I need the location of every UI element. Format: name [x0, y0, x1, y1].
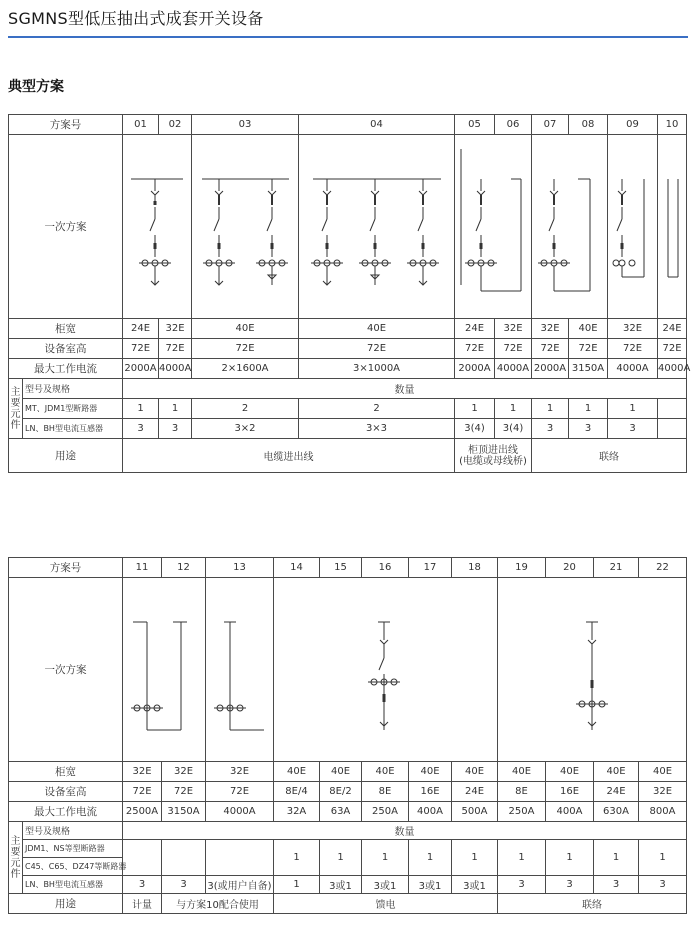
height-value: 32E [639, 782, 687, 802]
breaker-qty-empty [123, 840, 162, 876]
quantity-header: 数量 [123, 379, 687, 399]
ct-qty-empty [658, 419, 687, 439]
current-value: 2500A [123, 802, 162, 822]
current-value: 2×1600A [192, 359, 299, 379]
scheme-table-2 [8, 557, 687, 914]
ct-qty: 3 [159, 419, 192, 439]
breaker-qty: 1 [546, 840, 594, 876]
current-value: 630A [594, 802, 639, 822]
usage-value: 馈电 [274, 894, 498, 914]
height-value: 8E/2 [320, 782, 362, 802]
section-title: 典型方案 [8, 79, 64, 95]
ct-qty: 3 [162, 876, 206, 894]
scheme-no: 19 [498, 558, 546, 578]
height-value: 72E [159, 339, 192, 359]
width-value: 40E [594, 762, 639, 782]
scheme-no: 22 [639, 558, 687, 578]
ct-qty: 3(4) [495, 419, 532, 439]
main-parts-label: 主要元件 [9, 379, 23, 439]
breaker-qty: 1 [409, 840, 452, 876]
current-label: 最大工作电流 [9, 802, 123, 822]
height-value: 72E [658, 339, 687, 359]
current-value: 4000A [159, 359, 192, 379]
current-value: 800A [639, 802, 687, 822]
width-value: 40E [274, 762, 320, 782]
width-value: 40E [192, 319, 299, 339]
breaker-qty: 1 [594, 840, 639, 876]
usage-value: 计量 [123, 894, 162, 914]
height-value: 72E [532, 339, 569, 359]
ct-label: LN、BH型电流互感器 [23, 419, 123, 439]
breaker-qty: 1 [569, 399, 608, 419]
ct-qty: 3 [594, 876, 639, 894]
primary-scheme-label: 一次方案 [9, 578, 123, 762]
breaker-qty: 1 [320, 840, 362, 876]
width-value: 40E [320, 762, 362, 782]
height-value: 72E [608, 339, 658, 359]
usage-label: 用途 [9, 894, 123, 914]
breaker-qty: 1 [532, 399, 569, 419]
width-value: 40E [569, 319, 608, 339]
breaker-qty: 1 [274, 840, 320, 876]
scheme-no: 10 [658, 115, 687, 135]
circuit-diagram-13 [206, 578, 274, 762]
ct-qty: 3或1 [409, 876, 452, 894]
ct-qty: 3 [639, 876, 687, 894]
height-value: 72E [455, 339, 495, 359]
current-value: 3150A [569, 359, 608, 379]
width-value: 32E [159, 319, 192, 339]
width-value: 32E [495, 319, 532, 339]
usage-value: 联络 [532, 439, 687, 473]
breaker-qty: 1 [123, 399, 159, 419]
ct-qty: 3(或用户自备) [206, 876, 274, 894]
scheme-no: 06 [495, 115, 532, 135]
usage-value: 柜顶进出线 (电缆或母线桥) [455, 439, 532, 473]
width-value: 24E [455, 319, 495, 339]
width-value: 40E [362, 762, 409, 782]
current-value: 4000A [206, 802, 274, 822]
quantity-header: 数量 [123, 822, 687, 840]
height-value: 72E [192, 339, 299, 359]
height-value: 72E [123, 782, 162, 802]
height-value: 16E [409, 782, 452, 802]
width-label: 柜宽 [9, 762, 123, 782]
circuit-diagram-04 [299, 135, 455, 319]
width-value: 40E [409, 762, 452, 782]
page-title: SGMNS型低压抽出式成套开关设备 [8, 9, 264, 28]
scheme-no: 04 [299, 115, 455, 135]
height-value: 72E [162, 782, 206, 802]
breaker-label-a: JDM1、NS等型断路器 [23, 840, 123, 858]
width-value: 40E [452, 762, 498, 782]
breaker-qty: 1 [362, 840, 409, 876]
breaker-qty: 1 [455, 399, 495, 419]
height-value: 72E [569, 339, 608, 359]
current-value: 4000A [495, 359, 532, 379]
ct-qty: 3 [123, 876, 162, 894]
width-value: 32E [608, 319, 658, 339]
scheme-table-1 [8, 114, 691, 473]
breaker-qty: 2 [192, 399, 299, 419]
title-rule [8, 36, 688, 38]
circuit-diagram-11-12 [123, 578, 206, 762]
scheme-no: 18 [452, 558, 498, 578]
current-value: 4000A [658, 359, 687, 379]
ct-qty: 3(4) [455, 419, 495, 439]
width-value: 32E [123, 762, 162, 782]
breaker-qty: 1 [452, 840, 498, 876]
current-value: 2000A [123, 359, 159, 379]
current-value: 500A [452, 802, 498, 822]
ct-qty: 1 [274, 876, 320, 894]
circuit-diagram-07-08 [532, 135, 608, 319]
ct-label: LN、BH型电流互感器 [23, 876, 123, 894]
circuit-diagram-01-02 [123, 135, 192, 319]
current-value: 250A [362, 802, 409, 822]
ct-qty: 3或1 [452, 876, 498, 894]
ct-qty: 3 [532, 419, 569, 439]
scheme-no-label: 方案号 [9, 115, 123, 135]
scheme-no: 03 [192, 115, 299, 135]
scheme-no: 11 [123, 558, 162, 578]
ct-qty: 3 [608, 419, 658, 439]
width-value: 40E [546, 762, 594, 782]
height-value: 72E [299, 339, 455, 359]
ct-qty: 3或1 [320, 876, 362, 894]
scheme-no: 14 [274, 558, 320, 578]
height-label: 设备室高 [9, 339, 123, 359]
height-value: 72E [206, 782, 274, 802]
height-value: 8E [362, 782, 409, 802]
breaker-qty-empty [162, 840, 206, 876]
ct-qty: 3×2 [192, 419, 299, 439]
current-value: 63A [320, 802, 362, 822]
model-label: 型号及规格 [23, 822, 123, 840]
scheme-no: 05 [455, 115, 495, 135]
current-value: 400A [546, 802, 594, 822]
current-value: 250A [498, 802, 546, 822]
model-label: 型号及规格 [23, 379, 123, 399]
width-value: 24E [123, 319, 159, 339]
scheme-no: 09 [608, 115, 658, 135]
circuit-diagram-09 [608, 135, 658, 319]
ct-qty: 3 [123, 419, 159, 439]
scheme-no: 15 [320, 558, 362, 578]
breaker-qty-empty [206, 840, 274, 876]
height-value: 72E [495, 339, 532, 359]
height-value: 16E [546, 782, 594, 802]
usage-value: 电缆进出线 [123, 439, 455, 473]
height-value: 24E [594, 782, 639, 802]
width-value: 32E [162, 762, 206, 782]
width-value: 24E [658, 319, 687, 339]
scheme-no: 02 [159, 115, 192, 135]
main-parts-label: 主要元件 [9, 822, 23, 894]
usage-value: 联络 [498, 894, 687, 914]
width-value: 32E [206, 762, 274, 782]
width-value: 32E [532, 319, 569, 339]
circuit-diagram-19-22 [498, 578, 687, 762]
ct-qty: 3 [569, 419, 608, 439]
circuit-diagram-03 [192, 135, 299, 319]
width-value: 40E [639, 762, 687, 782]
ct-qty: 3 [546, 876, 594, 894]
breaker-label: MT、JDM1型断路器 [23, 399, 123, 419]
current-value: 4000A [608, 359, 658, 379]
width-label: 柜宽 [9, 319, 123, 339]
scheme-no: 01 [123, 115, 159, 135]
height-label: 设备室高 [9, 782, 123, 802]
current-value: 3×1000A [299, 359, 455, 379]
breaker-label-b: C45、C65、DZ47等断路器 [23, 858, 123, 876]
usage-value: 与方案10配合使用 [162, 894, 274, 914]
breaker-qty: 1 [498, 840, 546, 876]
current-value: 32A [274, 802, 320, 822]
scheme-no: 08 [569, 115, 608, 135]
height-value: 8E/4 [274, 782, 320, 802]
breaker-qty: 1 [159, 399, 192, 419]
scheme-no: 16 [362, 558, 409, 578]
primary-scheme-label: 一次方案 [9, 135, 123, 319]
current-label: 最大工作电流 [9, 359, 123, 379]
ct-qty: 3 [498, 876, 546, 894]
height-value: 8E [498, 782, 546, 802]
scheme-no: 20 [546, 558, 594, 578]
scheme-no: 17 [409, 558, 452, 578]
ct-qty: 3×3 [299, 419, 455, 439]
scheme-no: 13 [206, 558, 274, 578]
current-value: 2000A [455, 359, 495, 379]
breaker-qty: 1 [495, 399, 532, 419]
circuit-diagram-10 [658, 135, 687, 319]
current-value: 400A [409, 802, 452, 822]
usage-label: 用途 [9, 439, 123, 473]
circuit-diagram-05-06 [455, 135, 532, 319]
ct-qty: 3或1 [362, 876, 409, 894]
breaker-qty: 1 [639, 840, 687, 876]
scheme-no: 07 [532, 115, 569, 135]
current-value: 2000A [532, 359, 569, 379]
width-value: 40E [498, 762, 546, 782]
circuit-diagram-14-18 [274, 578, 498, 762]
current-value: 3150A [162, 802, 206, 822]
height-value: 72E [123, 339, 159, 359]
breaker-qty-empty [658, 399, 687, 419]
scheme-no: 12 [162, 558, 206, 578]
scheme-no: 21 [594, 558, 639, 578]
scheme-no-label: 方案号 [9, 558, 123, 578]
width-value: 40E [299, 319, 455, 339]
breaker-qty: 2 [299, 399, 455, 419]
breaker-qty: 1 [608, 399, 658, 419]
height-value: 24E [452, 782, 498, 802]
